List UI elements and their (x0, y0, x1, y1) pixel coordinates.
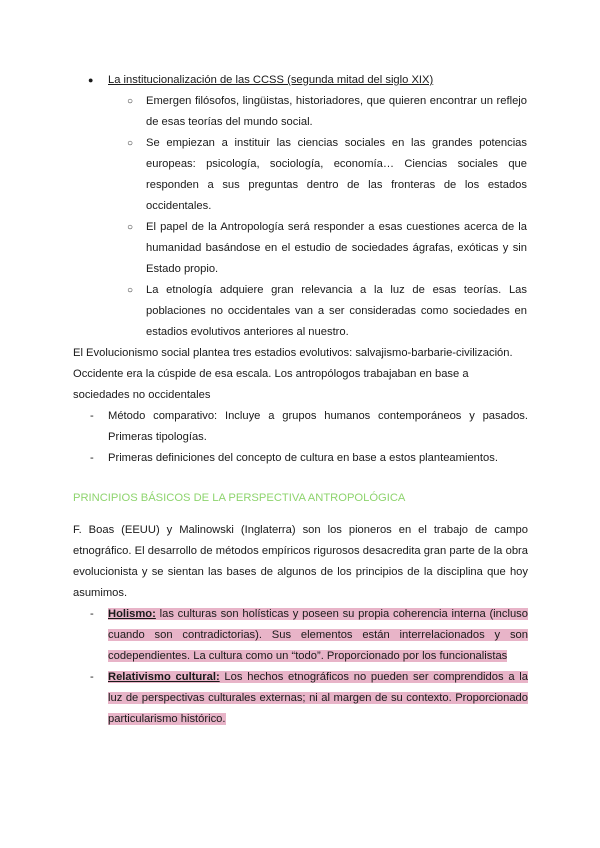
circle-marker: ○ (127, 285, 134, 296)
dash-item-text: Método comparativo: Incluye a grupos humanos contemporáneos y pasados. Primeras tipologías. (108, 410, 528, 443)
dash-marker: - (90, 608, 94, 620)
pioneers-paragraph: F. Boas (EEUU) y Malinowski (Inglaterra) son los pioneros en el trabajo de campo etnográfico. El desarrollo de métodos empíricos rigurosos desacredita gran parte de la obra evolucionista y se sientan las bases de algunos de los principios de la disciplina que hoy asumimos. (73, 524, 528, 599)
dash-item-2 (90, 448, 528, 469)
dash-item-1 (90, 406, 528, 448)
principle-highlight (108, 608, 528, 662)
dash-marker: - (90, 410, 94, 422)
circle-marker: ○ (127, 222, 134, 233)
sub-bullet-2 (127, 133, 527, 217)
dash-marker: - (90, 452, 94, 464)
evolucionismo-paragraph: El Evolucionismo social plantea tres estadios evolutivos: salvajismo-barbarie-civilización. Occidente era la cúspide de esa escala. Los antropólogos trabajaban en base a sociedades no occidentales (73, 347, 513, 401)
sub-bullet-text: Se empiezan a instituir las ciencias sociales en las grandes potencias europeas: psicología, sociología, economía… Ciencias sociales que responden a sus preguntas dentro de las fronteras de los estados occidentales. (146, 137, 527, 212)
main-bullet (88, 70, 528, 91)
circle-marker: ○ (127, 138, 134, 149)
section-heading: PRINCIPIOS BÁSICOS DE LA PERSPECTIVA ANTROPOLÓGICA (73, 492, 406, 504)
dash-item-text: Primeras definiciones del concepto de cultura en base a estos planteamientos. (108, 452, 498, 464)
principle-relativismo (90, 667, 528, 730)
sub-bullet-text: Emergen filósofos, lingüistas, historiadores, que quieren encontrar un reflejo de esas teorías del mundo social. (146, 95, 527, 128)
principle-highlight (108, 671, 528, 725)
sub-bullet-1 (127, 91, 527, 133)
main-bullet-text: La institucionalización de las CCSS (segunda mitad del siglo XIX) (108, 74, 434, 86)
sub-bullet-text: La etnología adquiere gran relevancia a la luz de esas teorías. Las poblaciones no occidentales van a ser consideradas como sociedades en estadios evolutivos anteriores al nuestro. (146, 284, 527, 338)
principle-label: Holismo: (108, 608, 156, 620)
sub-bullet-4 (127, 280, 527, 343)
bullet-marker: ● (88, 75, 94, 85)
principle-text: Los hechos etnográficos no pueden ser comprendidos a la luz de perspectivas culturales externas; ni al margen de su contexto. Proporcionado particularismo histórico. (108, 671, 528, 725)
principle-text: las culturas son holísticas y poseen su propia coherencia interna (incluso cuando son contradictorias). Sus elementos están interrelacionados y son codependientes. La cultura como un “todo”. Proporcionado por los funcionalistas (108, 608, 528, 662)
circle-marker: ○ (127, 96, 134, 107)
principle-label: Relativismo cultural: (108, 671, 220, 683)
sub-bullet-text: El papel de la Antropología será responder a esas cuestiones acerca de la humanidad basándose en el estudio de sociedades ágrafas, exóticas y sin Estado propio. (146, 221, 527, 275)
dash-marker: - (90, 671, 94, 683)
sub-bullet-3 (127, 217, 527, 280)
principle-holismo (90, 604, 528, 667)
